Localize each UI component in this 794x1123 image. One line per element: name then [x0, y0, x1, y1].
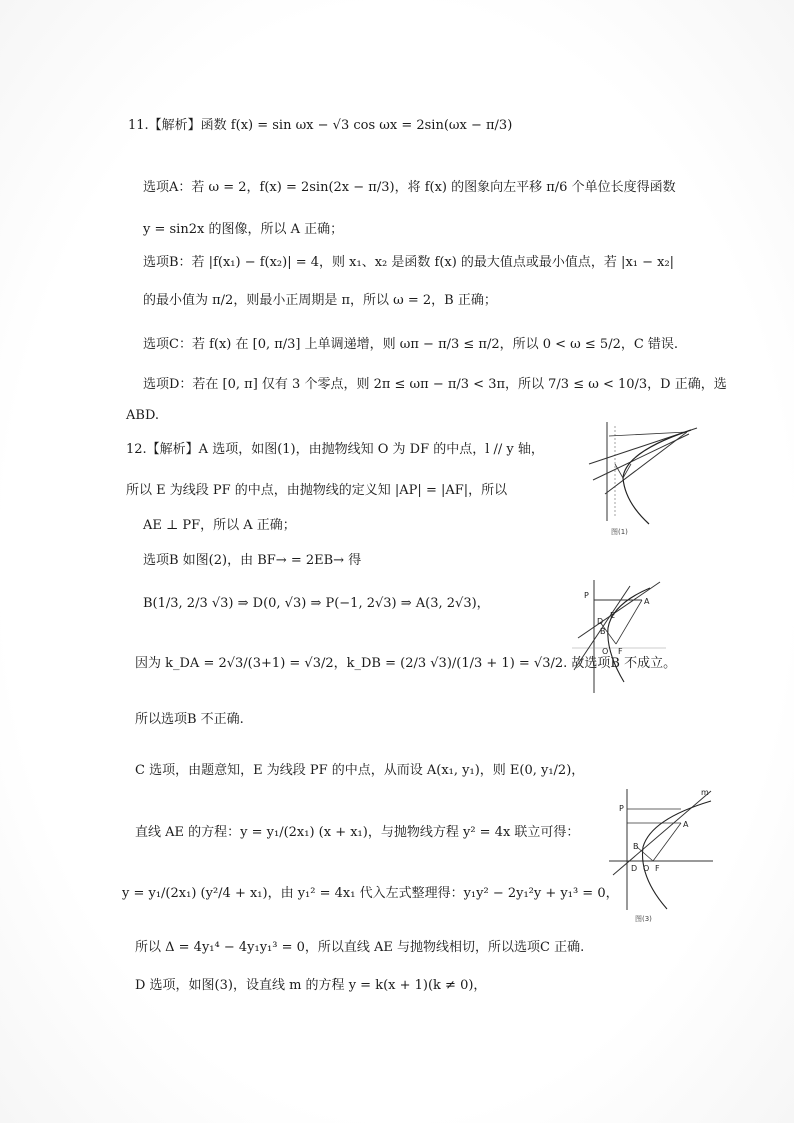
q11-option-c: 选项C：若 f(x) 在 [0, π/3] 上单调递增，则 ωπ − π/3 ≤ π/2，所以 0 < ω ≤ 5/2，C 错误. — [143, 337, 679, 352]
fig2-label-B: B — [600, 627, 606, 636]
q12-c-line3: y = y₁/(2x₁) (y²/4 + x₁)，由 y₁² = 4x₁ 代入左式整理得：y₁y² − 2y₁²y + y₁³ = 0， — [122, 886, 619, 901]
fig2-label-E: E — [610, 611, 616, 620]
q12-b-line4: 所以选项B 不正确. — [135, 712, 244, 727]
fig3-parabola-curve — [643, 801, 712, 909]
q12-c-line4: 所以 Δ = 4y₁⁴ − 4y₁y₁³ = 0，所以直线 AE 与抛物线相切，所以选项C 正确. — [135, 940, 585, 955]
q11-option-b-line2: 的最小值为 π/2，则最小正周期是 π，所以 ω = 2，B 正确； — [143, 293, 497, 308]
fig2-line-m — [578, 582, 660, 638]
fig3-label-A: A — [683, 820, 689, 829]
q12-b-line3: 因为 k_DA = 2√3/(3+1) = √3/2，k_DB = (2/3 √3)/(1/3 + 1) = √3/2. 故选项B 不成立。 — [135, 656, 677, 671]
q12-b-line2: B(1/3, 2/3 √3) ⇒ D(0, √3) ⇒ P(−1, 2√3) ⇒ A(3, 2√3)， — [143, 596, 490, 611]
q11-option-d-line2: ABD. — [126, 408, 160, 423]
fig2-label-D: D — [597, 617, 604, 626]
fig3-label-D: D — [631, 864, 638, 873]
fig3-label-P: P — [619, 804, 624, 813]
q11-option-a-line1: 选项A：若 ω = 2，f(x) = 2sin(2x − π/3)，将 f(x) 的图象向左平移 π/6 个单位长度得函数 — [143, 180, 676, 195]
figure-2-parabola — [570, 578, 670, 698]
q12-c-line1: C 选项，由题意知，E 为线段 PF 的中点，从而设 A(x₁, y₁)，则 E(0, y₁/2)， — [135, 763, 585, 778]
fig2-label-A: A — [644, 597, 650, 606]
fig3-label-B: B — [633, 842, 639, 851]
q11-option-a-line2: y = sin2x 的图像，所以 A 正确； — [143, 222, 344, 237]
fig1-caption: 图(1) — [611, 528, 628, 536]
fig1-parabola-curve — [623, 430, 691, 524]
fig3-caption: 图(3) — [635, 915, 652, 923]
q12-b-line1: 选项B 如图(2)，由 BF→ = 2EB→ 得 — [143, 553, 362, 568]
fig2-label-P: P — [584, 591, 589, 600]
q11-option-d-line1: 选项D：若在 [0, π] 仅有 3 个零点，则 2π ≤ ωπ − π/3 < 3π，所以 7/3 ≤ ω < 10/3，D 正确，选 — [143, 377, 727, 392]
fig3-label-O: O — [643, 864, 650, 873]
q11-header: 11.【解析】函数 f(x) = sin ωx − √3 cos ωx = 2sin(ωx − π/3) — [128, 118, 513, 133]
q12-d-line1: D 选项，如图(3)，设直线 m 的方程 y = k(x + 1)(k ≠ 0)， — [135, 978, 487, 993]
fig1-line-3 — [605, 432, 687, 494]
figure-1-parabola — [585, 416, 705, 546]
q12-header: 12.【解析】A 选项，如图(1)，由抛物线知 O 为 DF 的中点，l // y 轴， — [126, 442, 544, 457]
fig2-label-O: O — [602, 647, 609, 656]
figure-3-parabola — [605, 785, 725, 925]
fig3-line-m — [613, 791, 711, 875]
fig3-segment-BF — [637, 847, 653, 861]
q12-a-line3: AE ⊥ PF，所以 A 正确； — [143, 518, 296, 533]
fig3-label-F: F — [655, 864, 660, 873]
q11-option-b-line1: 选项B：若 |f(x₁) − f(x₂)| = 4，则 x₁、x₂ 是函数 f(x) 的最大值点或最小值点，若 |x₁ − x₂| — [143, 255, 675, 270]
q12-c-line2: 直线 AE 的方程：y = y₁/(2x₁) (x + x₁)，与抛物线方程 y² = 4x 联立可得： — [135, 825, 580, 840]
fig3-label-m: m — [701, 788, 709, 797]
q12-a-line2: 所以 E 为线段 PF 的中点，由抛物线的定义知 |AP| = |AF|，所以 — [126, 483, 508, 498]
fig2-label-F: F — [618, 647, 623, 656]
